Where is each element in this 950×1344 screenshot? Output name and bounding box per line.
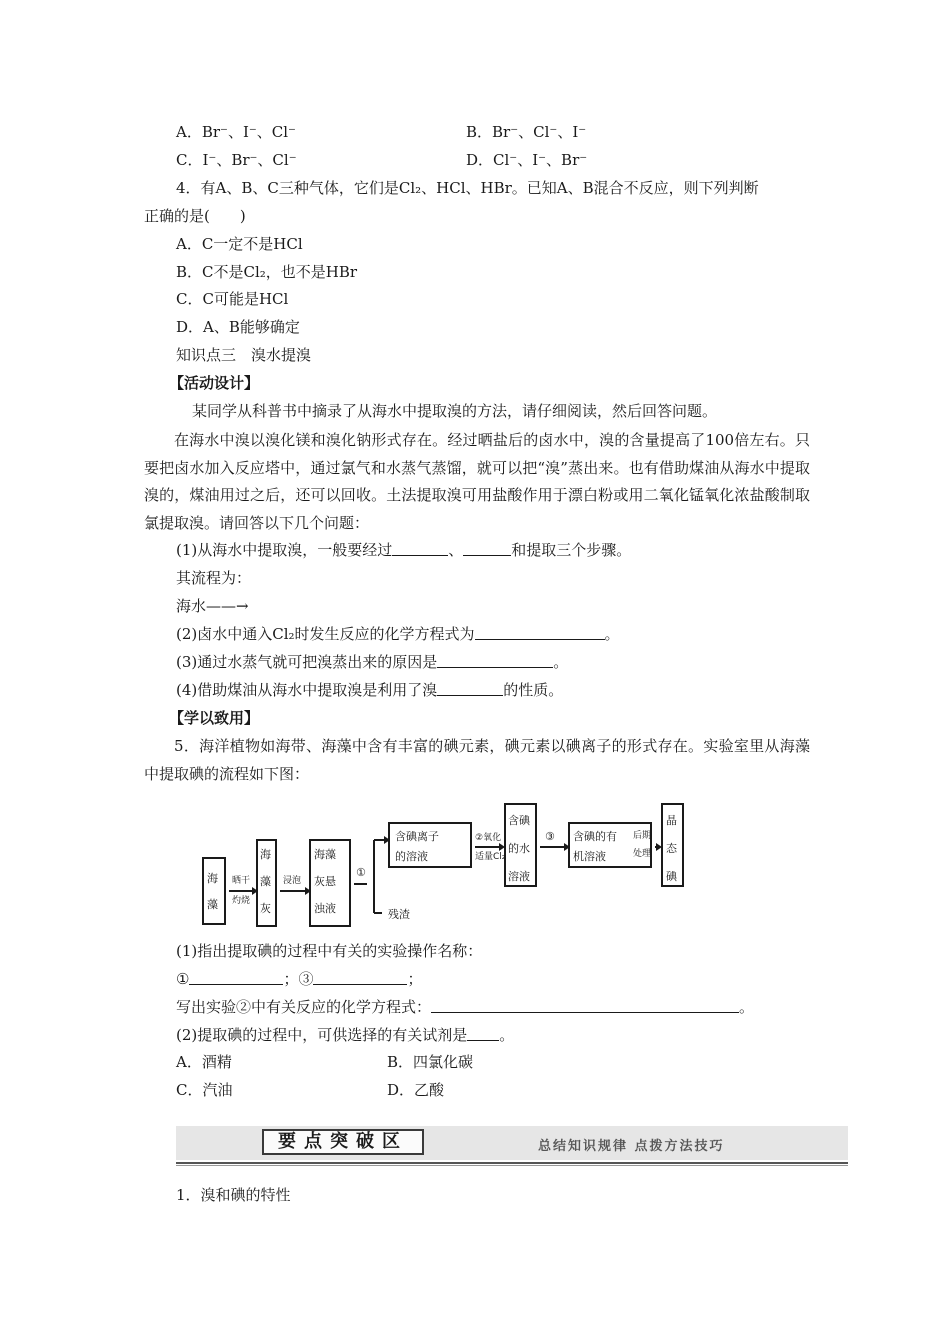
label-aq-1: 含碘: [508, 814, 530, 827]
label-iodide-2: 的溶液: [395, 850, 428, 863]
label-susp-1: 海藻: [314, 848, 336, 861]
q5-blanks: ① ；③ ；: [176, 970, 423, 988]
answer-blank[interactable]: [189, 970, 283, 985]
banner-tagline: 总结知识规律 点拨方法技巧: [538, 1139, 725, 1154]
label-burn: 灼烧: [232, 896, 251, 906]
label-post1: 后期: [633, 831, 652, 841]
label-ash-1: 海: [260, 848, 271, 861]
s3-question-4: (4)借助煤油从海水中提取溴是利用了溴 的性质。: [176, 681, 564, 699]
label-residue: 残渣: [388, 908, 410, 921]
footer-item: 1．溴和碘的特性: [176, 1186, 291, 1204]
option-d: D．Cl⁻、I⁻、Br⁻: [466, 151, 588, 169]
q4-option-d: D．A、B能够确定: [176, 318, 300, 336]
label-aq-2: 的水: [508, 842, 530, 855]
option-b: B．Br⁻、Cl⁻、I⁻: [466, 123, 587, 141]
label-step2: ②氧化: [475, 833, 502, 843]
answer-blank[interactable]: [467, 1026, 499, 1041]
label-crystal-1: 晶: [666, 814, 677, 827]
banner-title: 要点突破区: [262, 1129, 424, 1155]
option-a: A．Br⁻、I⁻、Cl⁻: [176, 123, 296, 141]
q5-sub2: (2)提取碘的过程中，可供选择的有关试剂是 。: [176, 1026, 515, 1044]
q4-option-a: A．C一定不是HCl: [176, 235, 303, 253]
section-intro: 某同学从科普书中摘录了从海水中提取溴的方法，请仔细阅读，然后回答问题。: [192, 402, 718, 420]
label-ash-3: 灰: [260, 902, 271, 915]
activity-heading: 【活动设计】: [169, 374, 260, 392]
q5-option-b: B．四氯化碳: [387, 1053, 474, 1071]
label-aq-3: 溶液: [508, 870, 530, 883]
s3-question-1: (1)从海水中提取溴，一般要经过 、 和提取三个步骤。: [176, 541, 632, 559]
label-seaweed-2: 藻: [207, 898, 218, 911]
answer-blank[interactable]: [475, 625, 605, 640]
label-susp-3: 浊液: [314, 902, 336, 915]
q5-stem: 5．海洋植物如海带、海藻中含有丰富的碘元素，碘元素以碘离子的形式存在。实验室里从海藻中提取碘的流程如下图：: [144, 737, 810, 783]
label-org-2: 机溶液: [573, 850, 606, 863]
section-title: 知识点三 溴水提溴: [176, 346, 312, 364]
label-org-1: 含碘的有: [573, 830, 617, 843]
label-soak: 浸泡: [283, 876, 302, 886]
label-dry: 晒干: [232, 876, 251, 886]
q5-option-a: A．酒精: [176, 1053, 232, 1071]
box-seaweed: [203, 858, 225, 924]
q5-sub1: (1)指出提取碘的过程中有关的实验操作名称：: [176, 942, 483, 960]
passage: 在海水中溴以溴化镁和溴化钠形式存在。经过晒盐后的卤水中，溴的含量提高了100倍左右。只要把卤水加入反应塔中，通过氯气和水蒸气蒸馏，就可以把“溴”蒸出来。也有借助煤油从海水中提取溴的，煤油用过之后，还可以回收。土法提取溴可用盐酸作用于漂白粉或用二氧化锰氧化浓盐酸制取氯提取溴。请回答以下几个问题：: [144, 431, 810, 532]
label-seaweed-1: 海: [207, 872, 218, 885]
label-crystal-3: 碘: [666, 870, 677, 883]
answer-blank[interactable]: [431, 998, 739, 1013]
label-crystal-2: 态: [666, 842, 677, 855]
iodine-flowchart: [196, 796, 696, 936]
section-banner: [176, 1126, 848, 1166]
s3-question-2: (2)卤水中通入Cl₂时发生反应的化学方程式为 。: [176, 625, 620, 643]
label-susp-2: 灰悬: [314, 875, 336, 888]
s3-question-3: (3)通过水蒸气就可把溴蒸出来的原因是 。: [176, 653, 569, 671]
apply-heading: 【学以致用】: [169, 709, 260, 727]
answer-blank[interactable]: [437, 653, 553, 668]
label-step3: ③: [545, 830, 555, 843]
label-post2: 处理: [633, 849, 652, 859]
q4-option-b: B．C不是Cl₂，也不是HBr: [176, 263, 358, 281]
divider: [176, 1162, 848, 1164]
label-ash-2: 藻: [260, 875, 271, 888]
divider: [176, 1165, 848, 1166]
q4-stem-line1: 4．有A、B、C三种气体，它们是Cl₂、HCl、HBr。已知A、B混合不反应，则下列判断: [176, 179, 759, 197]
label-iodide-1: 含碘离子: [395, 830, 439, 843]
q5-equation: 写出实验②中有关反应的化学方程式： 。: [176, 998, 755, 1016]
answer-blank[interactable]: [392, 541, 448, 556]
answer-blank[interactable]: [463, 541, 511, 556]
q4-stem-line2: 正确的是( ): [144, 207, 246, 225]
answer-blank[interactable]: [313, 970, 407, 985]
flow-label: 其流程为：: [176, 569, 252, 587]
q5-option-d: D．乙酸: [387, 1081, 445, 1099]
q4-option-c: C．C可能是HCl: [176, 290, 289, 308]
label-step1: ①: [356, 866, 366, 879]
option-c: C．I⁻、Br⁻、Cl⁻: [176, 151, 297, 169]
q5-option-c: C．汽油: [176, 1081, 233, 1099]
label-reagent: 适量Cl₂: [475, 852, 506, 862]
flow-text: 海水——→: [176, 597, 249, 615]
answer-blank[interactable]: [437, 681, 503, 696]
